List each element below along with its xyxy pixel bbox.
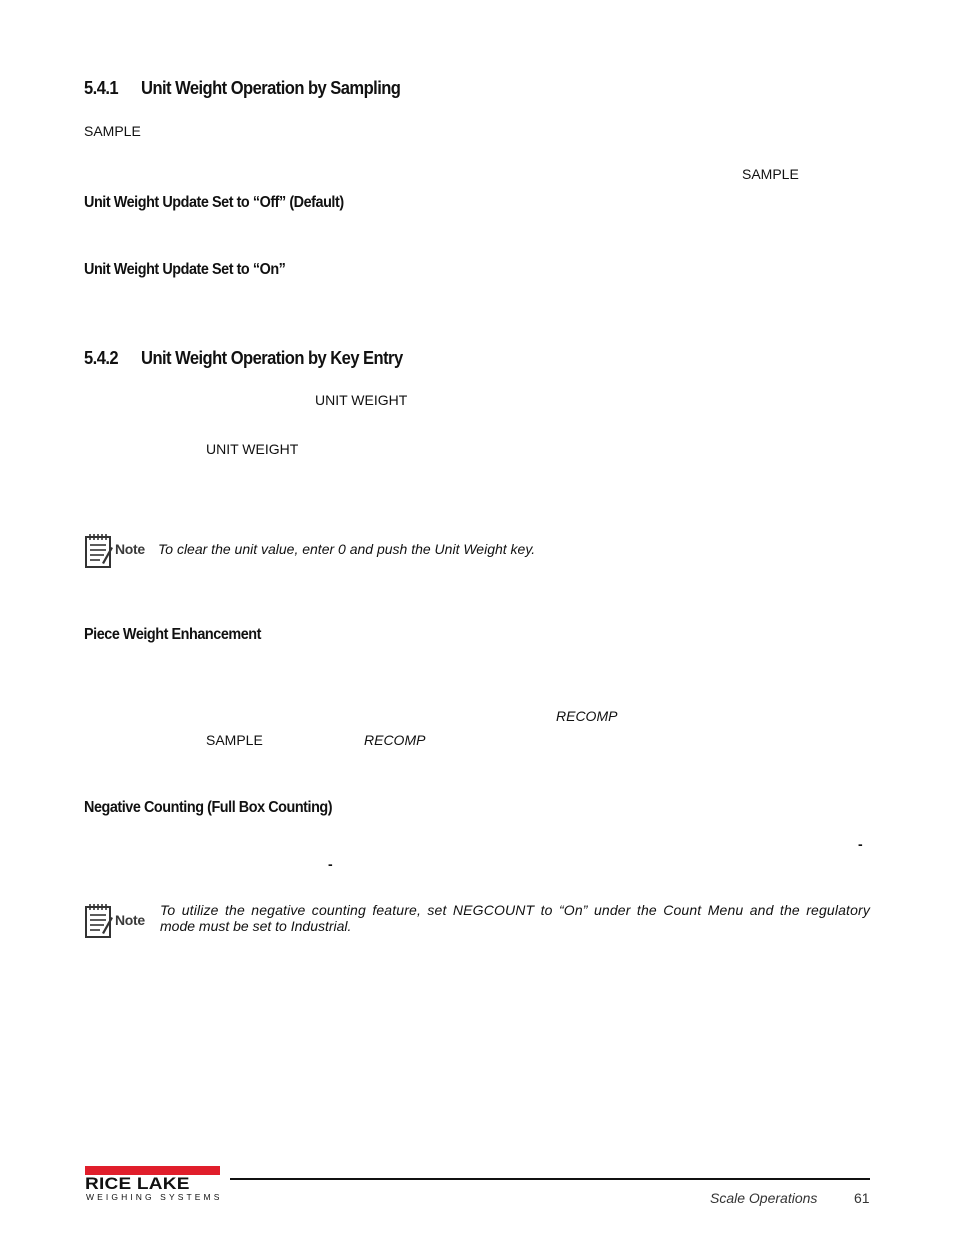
footer-section-name: Scale Operations bbox=[710, 1190, 818, 1206]
section-title: Unit Weight Operation by Key Entry bbox=[141, 348, 403, 368]
section-title: Unit Weight Operation by Sampling bbox=[141, 78, 401, 98]
key-label-sample: SAMPLE bbox=[742, 166, 799, 182]
key-label-unit-weight: UNIT WEIGHT bbox=[315, 392, 408, 408]
key-label-sample: SAMPLE bbox=[206, 732, 263, 748]
brand-logo: RICE LAKE bbox=[85, 1174, 190, 1193]
note-label: Note bbox=[115, 541, 145, 557]
notepad-icon bbox=[84, 903, 114, 939]
italic-label-recomp: RECOMP bbox=[556, 708, 618, 724]
minus-sign: - bbox=[858, 836, 863, 852]
subheading-update-off: Unit Weight Update Set to “Off” (Default) bbox=[84, 194, 344, 211]
section-number: 5.4.1 bbox=[84, 78, 119, 98]
notepad-icon bbox=[84, 533, 114, 569]
page-number: 61 bbox=[854, 1190, 870, 1206]
note-text-line-1: To utilize the negative counting feature, set NEGCOUNT to “On” under the Count Menu and the regulatory bbox=[160, 902, 870, 918]
note-text-line-2: mode must be set to Industrial. bbox=[160, 918, 352, 934]
note-label: Note bbox=[115, 912, 145, 928]
key-label-unit-weight: UNIT WEIGHT bbox=[206, 441, 299, 457]
minus-sign: - bbox=[328, 856, 333, 872]
footer-divider bbox=[230, 1178, 870, 1180]
brand-logo-subtitle: WEIGHING SYSTEMS bbox=[86, 1192, 223, 1202]
note-text: To clear the unit value, enter 0 and push the Unit Weight key. bbox=[158, 541, 536, 557]
section-heading-5-4-2 bbox=[84, 348, 403, 369]
section-number: 5.4.2 bbox=[84, 348, 119, 368]
subheading-update-on: Unit Weight Update Set to “On” bbox=[84, 261, 286, 278]
italic-label-recomp: RECOMP bbox=[364, 732, 426, 748]
section-heading-5-4-1 bbox=[84, 78, 400, 99]
subheading-negative-counting: Negative Counting (Full Box Counting) bbox=[84, 799, 333, 816]
subheading-piece-weight: Piece Weight Enhancement bbox=[84, 626, 261, 643]
key-label-sample: SAMPLE bbox=[84, 123, 141, 139]
